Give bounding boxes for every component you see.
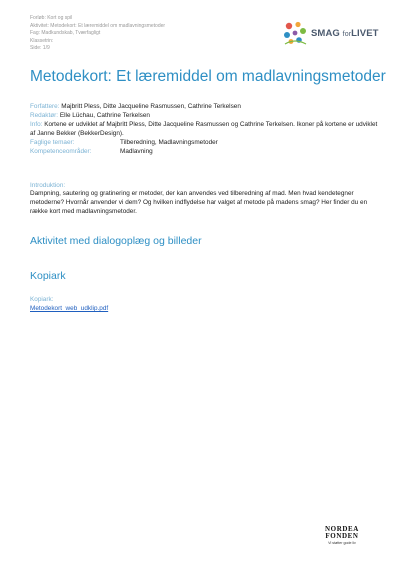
editor-row bbox=[30, 112, 380, 121]
kopiark-download-link[interactable]: Metodekort_web_udklip.pdf bbox=[30, 305, 109, 312]
header-line-activity: Aktivitet: Metodekort: Et læremiddel om madlavningsmetoder bbox=[30, 22, 166, 29]
authors-row bbox=[30, 103, 380, 112]
sponsor-line1: NORDEA bbox=[325, 525, 359, 533]
kopiark-label: Kopiark: bbox=[30, 296, 54, 303]
info-value: Kortene er udviklet af Majbritt Pless, Ditte Jacqueline Rasmussen og Cathrine Terkelsen. Ikoner på kortene er udviklet af Janne Bekker (BekkerDesign). bbox=[30, 120, 378, 137]
header-line-course: Forløb: Kort og spil bbox=[30, 15, 73, 21]
info-row bbox=[30, 121, 380, 139]
editor-value: Elle Lüchau, Cathrine Terkelsen bbox=[59, 111, 150, 119]
intro-text: Dampning, sautering og gratinering er metoder, der kan anvendes ved tilberedning af mad. Men hvad kendetegner metoderne? Hvornår anvender vi dem? Og hvilken indflydelse har valget af metode på madens smag? Her finder du en række kort med madlavningsmetoder. bbox=[30, 190, 368, 215]
competence-label: Kompetenceområder: bbox=[30, 147, 92, 155]
header-line-subject: Fag: Madkundskab, Tværfagligt bbox=[30, 30, 101, 37]
themes-value: Tilberedning, Madlavningsmetoder bbox=[120, 138, 218, 146]
authors-label: Forfattere: bbox=[30, 103, 60, 110]
editor-label: Redaktør: bbox=[30, 111, 59, 119]
intro-label: Introduktion: bbox=[30, 182, 66, 189]
sponsor-line2: FONDEN bbox=[325, 532, 359, 540]
competence-value: Madlavning bbox=[120, 147, 153, 155]
page-title: Metodekort: Et læremiddel om madlavningsmetoder bbox=[30, 68, 386, 85]
section-heading-activity: Aktivitet med dialogoplæg og billeder bbox=[30, 235, 202, 247]
themes-label: Faglige temaer: bbox=[30, 138, 75, 146]
header-meta bbox=[30, 15, 165, 53]
info-block bbox=[30, 103, 380, 156]
nordea-fonden-logo bbox=[320, 526, 364, 545]
smag-for-livet-logo bbox=[282, 20, 378, 46]
header-line-grade: Klassetrin: bbox=[30, 37, 54, 44]
logo-text: SMAG forLIVET bbox=[311, 28, 379, 39]
themes-row bbox=[30, 139, 380, 148]
header-line-page: Side: 1/9 bbox=[30, 45, 50, 52]
info-label: Info: bbox=[30, 120, 43, 128]
sponsor-tagline: Vi støtter gode liv bbox=[328, 541, 356, 545]
authors-value: Majbritt Pless, Ditte Jacqueline Rasmussen, Cathrine Terkelsen bbox=[61, 103, 241, 110]
competence-row bbox=[30, 148, 380, 157]
section-heading-kopiark: Kopiark bbox=[30, 270, 66, 282]
logo-mark-icon bbox=[282, 20, 308, 46]
